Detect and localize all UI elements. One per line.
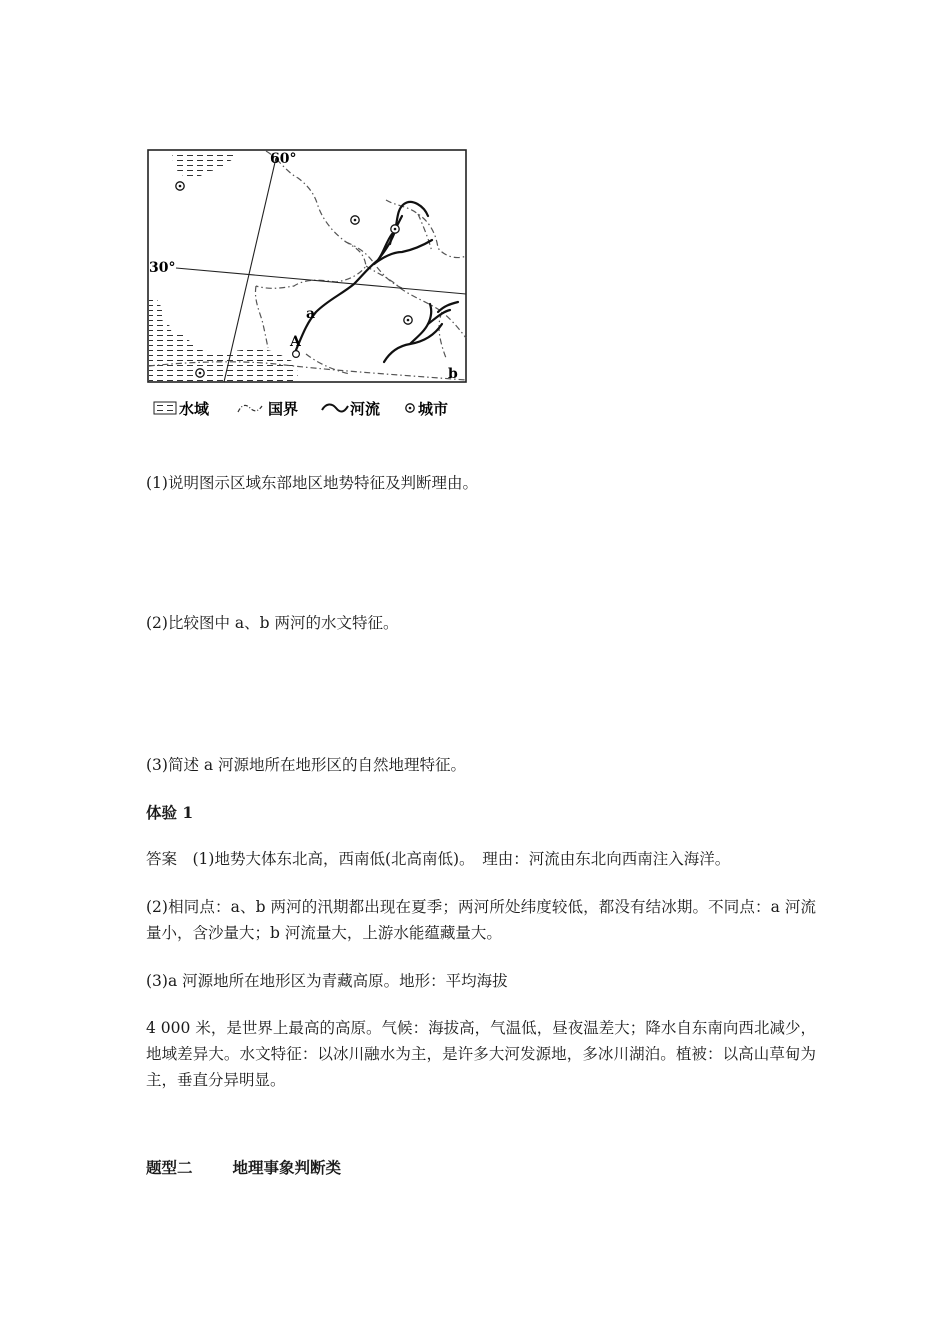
experience-title: 体验 1 — [146, 803, 194, 822]
water-gulf — [149, 298, 298, 381]
section-label: 题型二 — [146, 1158, 193, 1177]
question-2: (2)比较图中 a、b 两河的水文特征。 — [146, 614, 399, 632]
legend-river-icon — [322, 404, 348, 411]
answer-3-continued: 4 000 米，是世界上最高的高原。气候：海拔高，气温低，昼夜温差大；降水自东南向西北减少，地域差异大。水文特征：以冰川融水为主，是许多大河发源地，多冰川湖泊。植被：以高山草甸为主，垂直分异明显。 — [146, 1019, 816, 1089]
legend-river: 河流 — [350, 400, 381, 418]
legend-water: 水域 — [179, 400, 210, 418]
label-60: 60° — [270, 151, 297, 167]
rivers — [296, 202, 458, 362]
legend-border-icon — [238, 405, 262, 412]
parallel-30 — [176, 268, 466, 294]
label-river-a: a — [306, 306, 316, 322]
point-a-marker — [293, 351, 300, 358]
national-borders — [149, 151, 466, 380]
section-title: 地理事象判断类 — [232, 1158, 342, 1177]
question-1: (1)说明图示区域东部地区地势特征及判断理由。 — [146, 474, 478, 492]
label-point-A: A — [290, 334, 301, 350]
question-3: (3)简述 a 河源地所在地形区的自然地理特征。 — [146, 756, 467, 774]
section-heading — [146, 1156, 341, 1178]
legend-city: 城市 — [418, 400, 449, 418]
answer-1: 答案 (1)地势大体东北高，西南低(北高南低)。 理由：河流由东北向西南注入海洋。 — [146, 850, 731, 868]
map-legend — [154, 400, 448, 418]
label-30: 30° — [149, 260, 176, 276]
label-river-b: b — [448, 366, 458, 382]
legend-water-icon — [154, 402, 176, 414]
answer-3: (3)a 河源地所在地形区为青藏高原。地形：平均海拔 — [146, 972, 508, 990]
water-north — [172, 151, 236, 178]
map-figure — [146, 148, 470, 422]
legend-border: 国界 — [268, 400, 299, 418]
answer-2: (2)相同点：a、b 两河的汛期都出现在夏季；两河所处纬度较低，都没有结冰期。不同点：a 河流量小，含沙量大；b 河流量大，上游水能蕴藏量大。 — [146, 898, 816, 942]
meridian-60 — [224, 158, 276, 382]
